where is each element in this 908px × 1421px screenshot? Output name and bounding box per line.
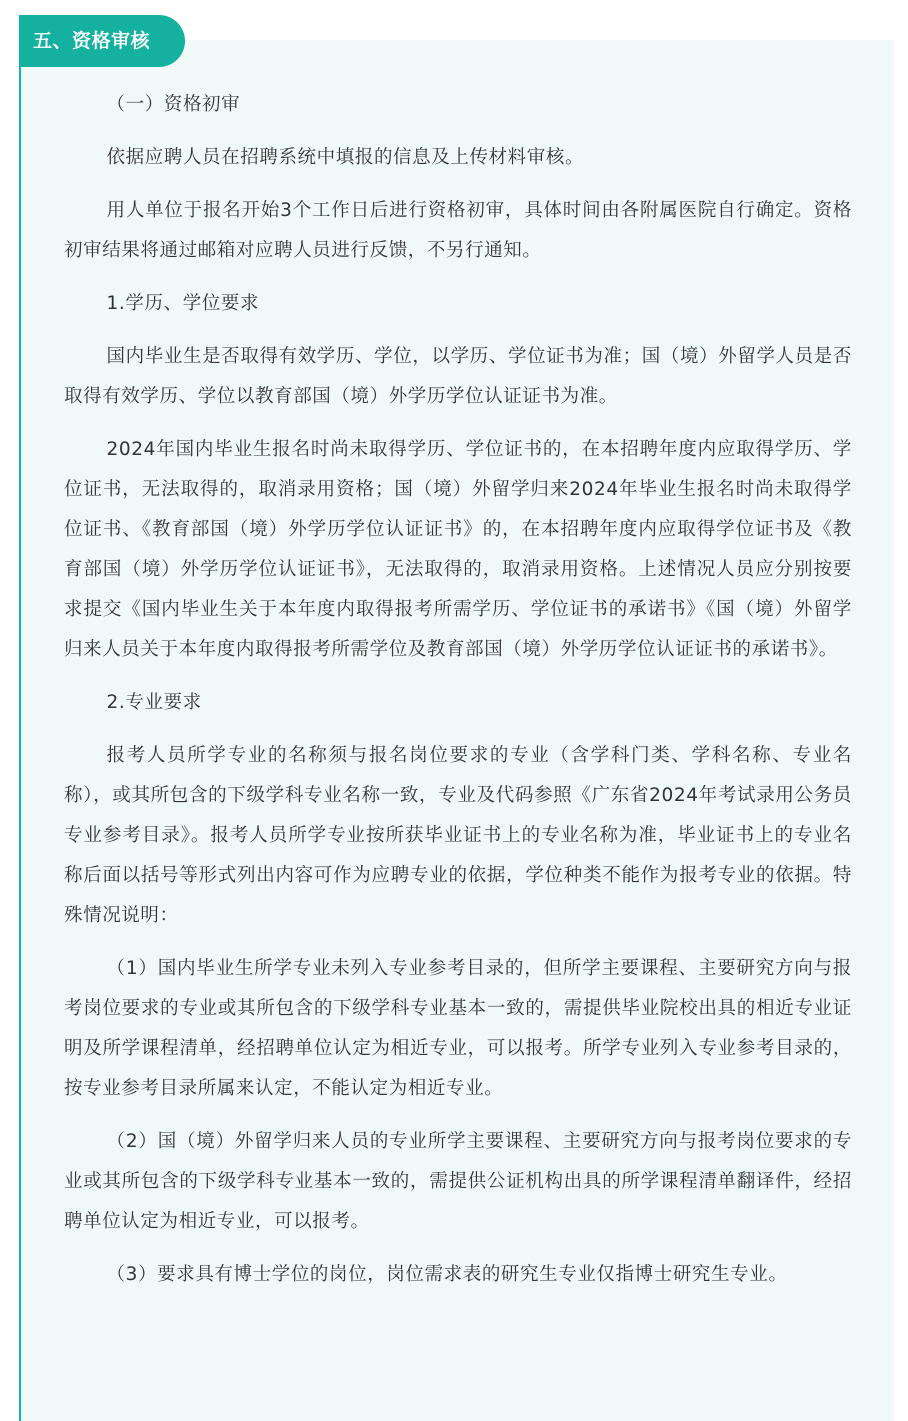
paragraph-special-case-2: （2）国（境）外留学归来人员的专业所学主要课程、主要研究方向与报考岗位要求的专业或其所包含的下级学科专业基本一致的，需提供公证机构出具的所学课程清单翻译件，经招聘单位认定为相近专业，可以报考。 <box>64 1131 852 1232</box>
article-body <box>64 85 852 1308</box>
section-title: 五、资格审核 <box>19 15 185 67</box>
paragraph-2024-graduates: 2024年国内毕业生报名时尚未取得学历、学位证书的，在本招聘年度内应取得学历、学位证书，无法取得的，取消录用资格；国（境）外留学归来2024年毕业生报名时尚未取得学位证书、《教育部国（境）外学历学位认证证书》的，在本招聘年度内应取得学位证书及《教育部国（境）外学历学位认证证书》，无法取得的，取消录用资格。上述情况人员应分别按要求提交《国内毕业生关于本年度内取得报考所需学历、学位证书的承诺书》《国（境）外留学归来人员关于本年度内取得报考所需学位及教育部国（境）外学历学位认证证书的承诺书》。 <box>64 439 852 660</box>
paragraph-special-case-3: （3）要求具有博士学位的岗位，岗位需求表的研究生专业仅指博士研究生专业。 <box>106 1264 788 1285</box>
paragraph-major-matching: 报考人员所学专业的名称须与报名岗位要求的专业（含学科门类、学科名称、专业名称），或其所包含的下级学科专业名称一致，专业及代码参照《广东省2024年考试录用公务员专业参考目录》。报考人员所学专业按所获毕业证书上的专业名称为准，毕业证书上的专业名称后面以括号等形式列出内容可作为应聘专业的依据，学位种类不能作为报考专业的依据。特殊情况说明： <box>64 745 852 926</box>
paragraph-review-basis: 依据应聘人员在招聘系统中填报的信息及上传材料审核。 <box>106 147 585 168</box>
paragraph-special-case-1: （1）国内毕业生所学专业未列入专业参考目录的，但所学主要课程、主要研究方向与报考岗位要求的专业或其所包含的下级学科专业基本一致的，需提供毕业院校出具的相近专业证明及所学课程清单，经招聘单位认定为相近专业，可以报考。所学专业列入专业参考目录的，按专业参考目录所属来认定，不能认定为相近专业。 <box>64 958 852 1099</box>
paragraph-review-timing: 用人单位于报名开始3个工作日后进行资格初审，具体时间由各附属医院自行确定。资格初审结果将通过邮箱对应聘人员进行反馈，不另行通知。 <box>64 200 852 261</box>
subheading-preliminary-review: （一）资格初审 <box>106 94 241 115</box>
paragraph-degree-validity: 国内毕业生是否取得有效学历、学位，以学历、学位证书为准；国（境）外留学人员是否取得有效学历、学位以教育部国（境）外学历学位认证证书为准。 <box>64 346 852 407</box>
subheading-major-requirements: 2.专业要求 <box>106 692 202 713</box>
subheading-degree-requirements: 1.学历、学位要求 <box>106 293 260 314</box>
